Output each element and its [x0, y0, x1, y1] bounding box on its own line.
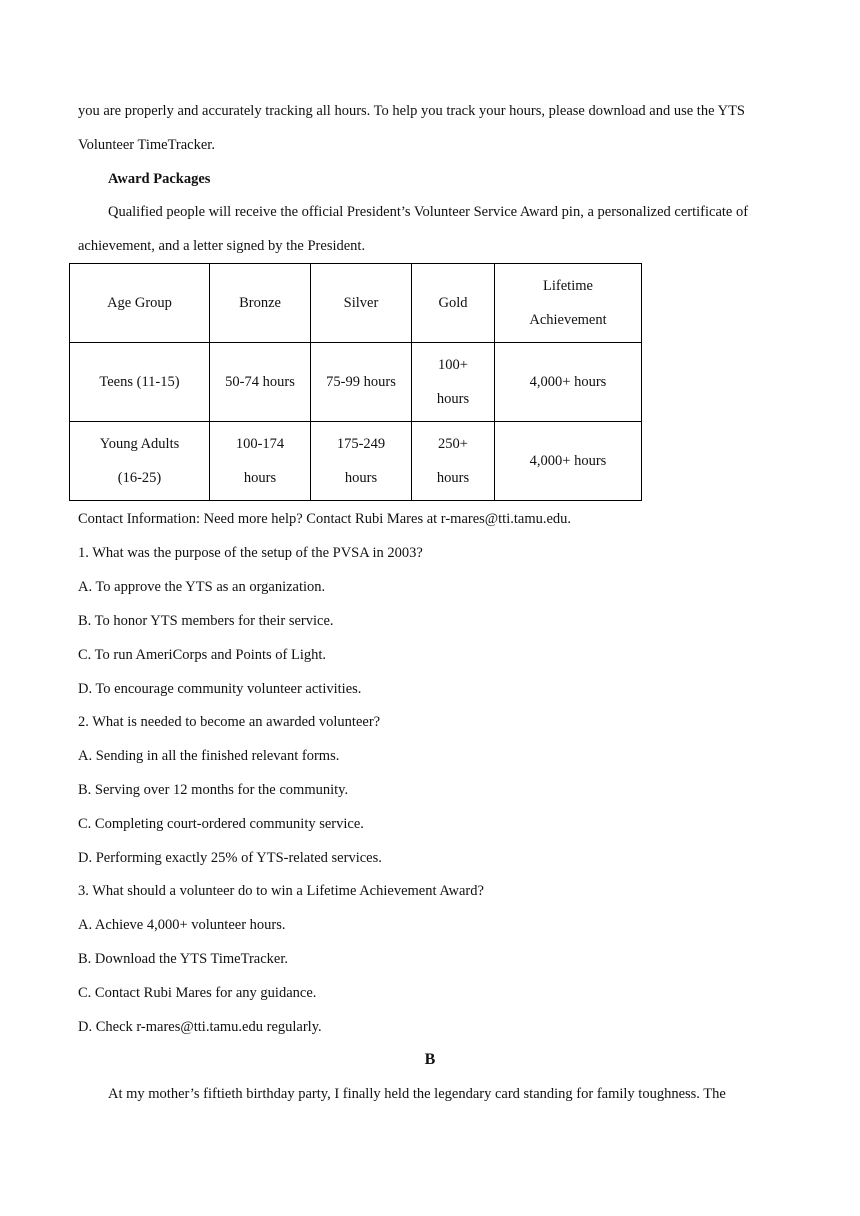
- question-3: 3. What should a volunteer do to win a Lifetime Achievement Award?: [78, 883, 484, 899]
- header-lifetime: [495, 264, 642, 343]
- header-age-group: Age Group: [70, 264, 210, 343]
- question-1: 1. What was the purpose of the setup of the PVSA in 2003?: [78, 545, 423, 561]
- question-2: 2. What is needed to become an awarded volunteer?: [78, 714, 381, 730]
- award-packages-heading: Award Packages: [108, 171, 211, 187]
- young-age-1: Young Adults: [99, 436, 180, 452]
- table-row-teens: [70, 343, 642, 422]
- q1-option-b: B. To honor YTS members for their service.: [78, 613, 334, 629]
- table-row-young-adults: [70, 422, 642, 501]
- teens-gold-1: 100+: [438, 357, 468, 373]
- young-bronze: [210, 422, 311, 501]
- contact-info: Contact Information: Need more help? Contact Rubi Mares at r-mares@tti.tamu.edu.: [78, 511, 572, 527]
- young-silver: [311, 422, 412, 501]
- teens-gold-2: hours: [436, 391, 470, 407]
- teens-bronze: 50-74 hours: [210, 343, 311, 422]
- teens-age: Teens (11-15): [70, 343, 210, 422]
- q3-option-d: D. Check r-mares@tti.tamu.edu regularly.: [78, 1019, 322, 1035]
- header-silver: Silver: [311, 264, 412, 343]
- section-b-title: B: [424, 1051, 436, 1068]
- young-silver-1: 175-249: [336, 436, 386, 452]
- q2-option-d: D. Performing exactly 25% of YTS-related services.: [78, 850, 382, 866]
- q1-option-a: A. To approve the YTS as an organization.: [78, 579, 326, 595]
- q3-option-a: A. Achieve 4,000+ volunteer hours.: [78, 917, 286, 933]
- section-b-line-1: At my mother’s fiftieth birthday party, I finally held the legendary card standing for family toughness. The: [108, 1086, 726, 1102]
- q2-option-b: B. Serving over 12 months for the community.: [78, 782, 349, 798]
- table-header-row: [70, 264, 642, 343]
- teens-lifetime: 4,000+ hours: [495, 343, 642, 422]
- young-age-2: (16-25): [117, 470, 162, 486]
- award-table: [69, 263, 642, 501]
- header-lifetime-2: Achievement: [529, 312, 607, 328]
- q1-option-c: C. To run AmeriCorps and Points of Light.: [78, 647, 327, 663]
- teens-gold: [412, 343, 495, 422]
- award-desc-line-2: achievement, and a letter signed by the President.: [78, 238, 366, 254]
- young-lifetime: 4,000+ hours: [495, 422, 642, 501]
- q3-option-c: C. Contact Rubi Mares for any guidance.: [78, 985, 317, 1001]
- young-gold-1: 250+: [438, 436, 468, 452]
- q2-option-a: A. Sending in all the finished relevant forms.: [78, 748, 340, 764]
- intro-line-2: Volunteer TimeTracker.: [78, 137, 215, 153]
- young-gold-2: hours: [436, 470, 470, 486]
- young-gold: [412, 422, 495, 501]
- intro-line-1: you are properly and accurately tracking all hours. To help you track your hours, please download and use the YTS: [78, 103, 745, 119]
- q3-option-b: B. Download the YTS TimeTracker.: [78, 951, 288, 967]
- header-bronze: Bronze: [210, 264, 311, 343]
- award-desc-line-1: Qualified people will receive the official President’s Volunteer Service Award pin, a personalized certificate of: [108, 204, 749, 220]
- q2-option-c: C. Completing court-ordered community service.: [78, 816, 364, 832]
- young-age: [70, 422, 210, 501]
- q1-option-d: D. To encourage community volunteer activities.: [78, 681, 362, 697]
- header-lifetime-1: Lifetime: [543, 278, 593, 294]
- header-gold: Gold: [412, 264, 495, 343]
- young-bronze-2: hours: [243, 470, 277, 486]
- young-bronze-1: 100-174: [235, 436, 285, 452]
- young-silver-2: hours: [344, 470, 378, 486]
- teens-silver: 75-99 hours: [311, 343, 412, 422]
